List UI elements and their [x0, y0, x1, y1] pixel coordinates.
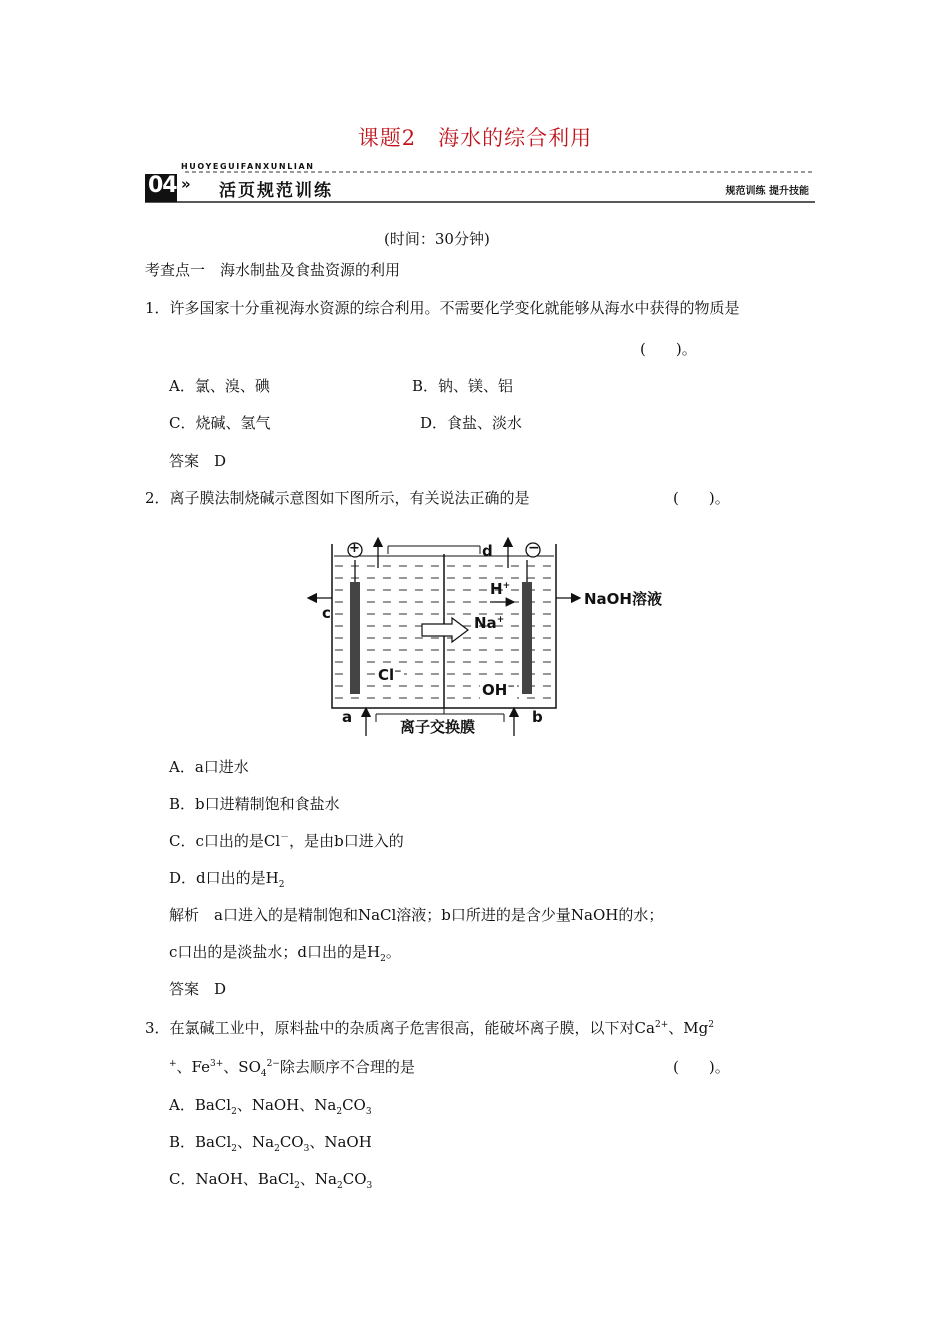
q3-paren: ( )。 — [673, 1058, 730, 1076]
label-h-plus: H+ — [490, 580, 511, 598]
q1-stem: 1．许多国家十分重视海水资源的综合利用。不需要化学变化就能够从海水中获得的物质是 — [145, 299, 740, 317]
label-cl-minus: Cl− — [378, 666, 402, 684]
q2-option-c: C．c口出的是Cl－，是由b口进入的 — [169, 832, 404, 850]
label-c: c — [322, 604, 331, 622]
time-note: (时间：30分钟) — [384, 230, 490, 248]
q1-option-a: A．氯、溴、碘 — [169, 377, 270, 395]
q2-analysis-line1: 解析 a口进入的是精制饱和NaCl溶液；b口所进的是含少量NaOH的水； — [169, 906, 664, 924]
label-membrane: 离子交换膜 — [400, 718, 476, 736]
q3-option-a: A．BaCl$_2$、NaOH、$Na_2CO_3$ — [169, 1096, 372, 1117]
cathode-minus-sign: − — [528, 540, 540, 556]
q3-stem-line1: 3．在氯碱工业中，原料盐中的杂质离子危害很高，能破坏离子膜，以下对$Ca^{2+}$、Mg$^2$ — [145, 1019, 714, 1037]
banner-chevron: » — [181, 175, 191, 193]
q2-option-b: B．b口进精制饱和食盐水 — [169, 795, 340, 813]
q1-option-c: C．烧碱、氢气 — [169, 414, 271, 432]
q3-option-c: C．NaOH、BaCl$_2$、$Na_2CO_3$ — [169, 1170, 373, 1191]
q2-option-a: A．a口进水 — [169, 758, 249, 776]
q2-analysis-line2: c口出的是淡盐水；d口出的是$H_2$。 — [169, 943, 401, 964]
label-oh-minus: OH− — [482, 681, 515, 699]
q2-answer: 答案 D — [169, 980, 227, 998]
q3-option-b: B．BaCl$_2$、$Na_2CO_3$、NaOH — [169, 1133, 372, 1154]
q1-option-b: B．钠、镁、铝 — [412, 377, 514, 395]
banner-heading: 活页规范训练 — [219, 181, 333, 201]
electrolysis-diagram — [300, 536, 680, 742]
q2-paren: ( )。 — [673, 489, 730, 507]
q1-answer: 答案 D — [169, 452, 227, 470]
section-banner — [145, 162, 815, 206]
anode-plus-sign: + — [349, 541, 360, 556]
section-title: 考查点一 海水制盐及食盐资源的利用 — [145, 261, 401, 279]
label-naoh: NaOH溶液 — [584, 590, 662, 608]
label-d: d — [482, 542, 493, 560]
q3-stem-line2: +、$Fe^{3+}$、$SO_4^{2-}$除去顺序不合理的是 — [169, 1058, 415, 1079]
q1-option-d: D．食盐、淡水 — [420, 414, 523, 432]
q1-paren: ( )。 — [640, 340, 697, 358]
label-a: a — [342, 708, 353, 726]
q2-stem: 2．离子膜法制烧碱示意图如下图所示，有关说法正确的是 — [145, 489, 530, 507]
banner-right-text: 规范训练 提升技能 — [725, 186, 809, 197]
q2-option-d: D．d口出的是$H_2$ — [169, 869, 285, 890]
electrolysis-cell-drawing — [300, 536, 680, 742]
banner-number: 04 — [148, 173, 177, 198]
banner-pinyin: HUOYEGUIFANXUNLIAN — [181, 162, 315, 171]
page-title: 课题2 海水的综合利用 — [357, 126, 593, 150]
label-na-plus: Na+ — [474, 614, 505, 632]
label-b: b — [532, 708, 543, 726]
